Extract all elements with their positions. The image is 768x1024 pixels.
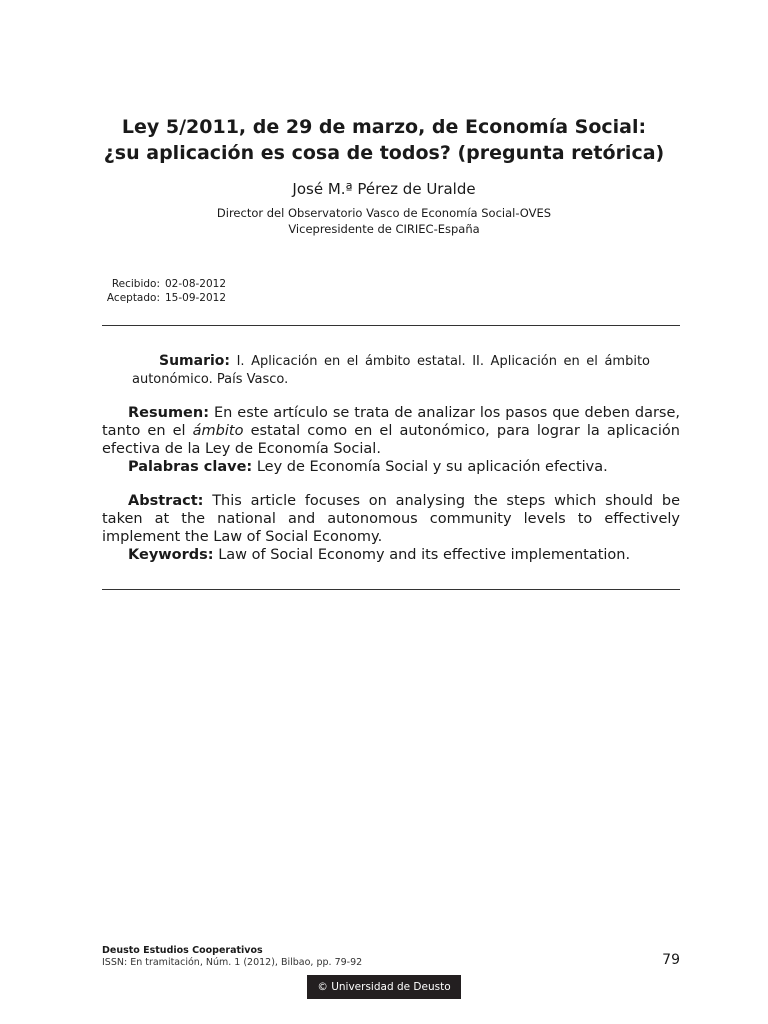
- author-name: José M.ª Pérez de Uralde: [292, 180, 476, 198]
- footer-journal-name: Deusto Estudios Cooperativos: [102, 945, 263, 956]
- affiliation-line-2: Vicepresidente de CIRIEC-España: [288, 222, 480, 236]
- copyright-badge: © Universidad de Deusto: [307, 975, 461, 999]
- accepted-value: 15-09-2012: [165, 292, 227, 304]
- divider-top: [102, 325, 680, 326]
- accepted-date: [102, 291, 226, 305]
- title-line-2: ¿su aplicación es cosa de todos? (pregunta retórica): [103, 142, 665, 164]
- author-affiliation: [0, 205, 768, 237]
- affiliation-line-1: Director del Observatorio Vasco de Economía Social-OVES: [216, 206, 552, 220]
- abstract-text: This article focuses on analysing the steps which should be taken at the national and autonomous community levels to effectively implement the Law of Social Economy.: [102, 493, 681, 545]
- footer-issn: ISSN: En tramitación, Núm. 1 (2012), Bilbao, pp. 79-92: [102, 957, 363, 968]
- resumen-text-2: estatal como en el autonómico, para lograr la aplicación efectiva de la Ley de Economía Social.: [102, 423, 680, 457]
- sumario-label: Sumario:: [159, 353, 231, 369]
- submission-dates: [102, 277, 226, 305]
- page-number: 79: [662, 952, 680, 968]
- received-date: [102, 277, 226, 291]
- divider-bottom: [102, 589, 680, 590]
- resumen-italic-word: ámbito: [192, 423, 244, 439]
- article-title: [0, 114, 768, 166]
- palabras-clave-label: Palabras clave:: [128, 459, 253, 475]
- sumario-text: I. Aplicación en el ámbito estatal. II. Aplicación en el ámbito autonómico. País Vasco.: [132, 354, 650, 387]
- received-value: 02-08-2012: [165, 278, 227, 290]
- title-line-1: Ley 5/2011, de 29 de marzo, de Economía Social:: [121, 116, 647, 138]
- palabras-clave-text: Ley de Economía Social y su aplicación efectiva.: [256, 459, 608, 475]
- resumen-text-1: En este artículo se trata de analizar los pasos que deben darse, tanto en el: [102, 405, 681, 439]
- keywords-label: Keywords:: [128, 547, 214, 563]
- resumen-section: [102, 404, 680, 476]
- sumario-section: [132, 352, 650, 389]
- abstract-section: [102, 492, 680, 564]
- accepted-label: Aceptado:: [106, 292, 160, 304]
- resumen-paragraph: [102, 404, 680, 458]
- resumen-label: Resumen:: [128, 405, 210, 421]
- received-label: Recibido:: [111, 278, 160, 290]
- abstract-label: Abstract:: [128, 493, 204, 509]
- keywords-text: Law of Social Economy and its effective implementation.: [218, 547, 631, 563]
- palabras-clave-paragraph: [102, 458, 680, 476]
- abstract-paragraph: [102, 492, 680, 546]
- keywords-paragraph: [102, 546, 680, 564]
